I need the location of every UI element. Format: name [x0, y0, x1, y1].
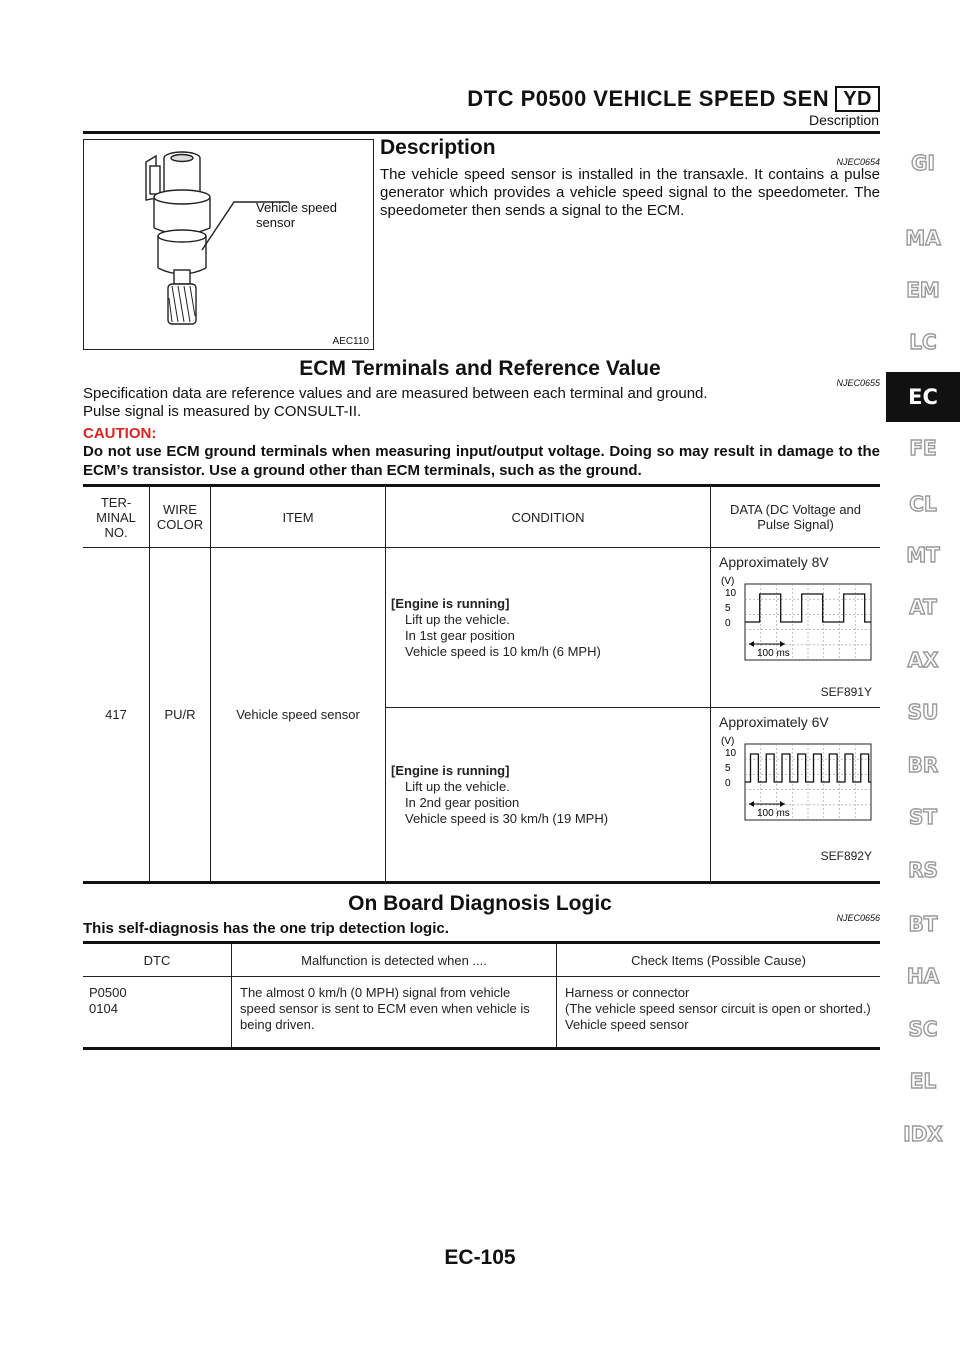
condition-cell-1: [386, 548, 711, 708]
dtc-table-header: [83, 943, 880, 977]
index-tab-bt[interactable]: BT: [908, 912, 938, 936]
index-tab-at[interactable]: AT: [909, 595, 937, 619]
check-item: Vehicle speed sensor: [565, 1017, 689, 1032]
check-item: Harness or connector: [565, 985, 690, 1000]
condition-line: Lift up the vehicle.: [405, 778, 510, 794]
condition-line: Vehicle speed is 10 km/h (6 MPH): [405, 643, 601, 659]
page-title-text: DTC P0500 VEHICLE SPEED SEN: [467, 86, 830, 111]
index-tab-su[interactable]: SU: [907, 700, 939, 724]
description-text: The vehicle speed sensor is installed in the transaxle. It contains a pulse generator which provides a vehicle speed signal to the speedometer. The speedometer then sends a signal to the ECM.: [380, 166, 880, 219]
figure-code: AEC110: [332, 336, 369, 347]
scope-code: SEF892Y: [820, 849, 872, 863]
header-rule: [83, 131, 880, 134]
scope-tick-label: 10: [725, 588, 737, 599]
condition-title: [Engine is running]: [391, 595, 510, 611]
figure-label-line1: Vehicle speed: [256, 200, 337, 215]
terminal-table-header: [83, 486, 880, 548]
scope-unit: (V): [721, 576, 735, 587]
wire-color: PU/R: [150, 548, 211, 883]
index-tab-ha[interactable]: HA: [906, 964, 940, 988]
scope-unit: (V): [721, 736, 735, 747]
scope-tick-label: 0: [725, 778, 731, 789]
item-name: Vehicle speed sensor: [211, 548, 386, 883]
index-tab-br[interactable]: BR: [907, 753, 939, 777]
scope-time-label: 100 ms: [757, 648, 790, 659]
check-items-cell: [557, 977, 881, 1049]
condition-line: Vehicle speed is 30 km/h (19 MPH): [405, 810, 609, 826]
index-tab-em[interactable]: EM: [906, 278, 940, 302]
obd-heading: On Board Diagnosis Logic: [348, 892, 612, 915]
header-terminal: TER-MINAL NO.: [83, 486, 150, 548]
index-tab-fe[interactable]: FE: [909, 436, 937, 460]
page-subtitle: Description: [808, 112, 879, 128]
table-row: [83, 977, 880, 1049]
caution-title: CAUTION:: [83, 425, 157, 442]
condition-line: In 2nd gear position: [405, 794, 520, 810]
description-ref: NJEC0654: [836, 157, 880, 167]
page-title: [0, 86, 880, 112]
scope-tick-label: 5: [725, 763, 731, 774]
data-cell-1: [711, 548, 881, 708]
sensor-illustration: [84, 140, 373, 349]
dtc-code-cell: [83, 977, 232, 1049]
obd-text: This self-diagnosis has the one trip detection logic.: [83, 920, 449, 937]
data-cell-2: [711, 708, 881, 883]
header-check-items: Check Items (Possible Cause): [631, 952, 806, 968]
scope-time-arrow: [780, 801, 785, 807]
header-malfunction: Malfunction is detected when ....: [232, 943, 557, 977]
index-tab-cl[interactable]: CL: [909, 492, 937, 516]
engine-badge: YD: [835, 86, 880, 112]
scope-time-arrow: [780, 641, 785, 647]
malfunction-text: The almost 0 km/h (0 MPH) signal from vehicle speed sensor is sent to ECM even when vehicle is being driven.: [232, 977, 557, 1049]
scope-time-arrow: [749, 801, 754, 807]
scope-tick-label: 5: [725, 603, 731, 614]
index-tab-sc[interactable]: SC: [908, 1017, 938, 1041]
scope-tick-label: 0: [725, 618, 731, 629]
header-dtc: DTC: [83, 943, 232, 977]
oscilloscope-graph: [719, 734, 879, 834]
scope-tick-label: 10: [725, 748, 737, 759]
figure-label-line2: sensor: [256, 215, 296, 230]
vehicle-speed-sensor-figure: [83, 139, 374, 350]
index-tab-gi[interactable]: GI: [911, 151, 935, 175]
index-tab-ax[interactable]: AX: [907, 648, 939, 672]
check-item: (The vehicle speed sensor circuit is open or shorted.): [565, 1001, 871, 1016]
ecm-heading: ECM Terminals and Reference Value: [299, 357, 661, 380]
dtc-table: [83, 941, 880, 1050]
header-wire: WIRE COLOR: [150, 486, 211, 548]
data-value: Approximately 8V: [719, 554, 829, 570]
scope-time-arrow: [749, 641, 754, 647]
scope-time-label: 100 ms: [757, 808, 790, 819]
header-condition: CONDITION: [386, 486, 711, 548]
index-tab-lc[interactable]: LC: [909, 330, 937, 354]
dtc-code-alt: 0104: [89, 1001, 118, 1016]
scope-code: SEF891Y: [820, 685, 872, 699]
page-number: EC-105: [444, 1246, 516, 1269]
index-tab-ec[interactable]: EC: [886, 372, 960, 422]
index-tab-st[interactable]: ST: [908, 805, 938, 829]
index-tab-mt[interactable]: MT: [906, 543, 940, 567]
condition-cell-2: [386, 708, 711, 883]
table-row: [83, 548, 880, 708]
obd-ref: NJEC0656: [836, 913, 880, 923]
caution-text: Do not use ECM ground terminals when measuring input/output voltage. Doing so may result in damage to the ECM’s transistor. Use a ground other than ECM terminals, such as the ground.: [83, 443, 880, 479]
dtc-code: P0500: [89, 985, 127, 1000]
terminal-number: 417: [83, 548, 150, 883]
header-data: DATA (DC Voltage and Pulse Signal): [729, 502, 862, 532]
index-tab-el[interactable]: EL: [909, 1069, 937, 1093]
data-value: Approximately 6V: [719, 714, 829, 730]
condition-line: Lift up the vehicle.: [405, 611, 510, 627]
index-tab-idx[interactable]: IDX: [903, 1122, 943, 1146]
index-tab-ma[interactable]: MA: [905, 226, 941, 250]
ecm-text-1: Specification data are reference values and are measured between each terminal and ground.: [83, 385, 708, 402]
condition-line: In 1st gear position: [405, 627, 515, 643]
description-heading: Description: [380, 136, 496, 159]
index-tab-rs[interactable]: RS: [908, 858, 938, 882]
terminal-table: [83, 484, 880, 884]
condition-title: [Engine is running]: [391, 762, 510, 778]
oscilloscope-graph: [719, 574, 879, 674]
ecm-ref: NJEC0655: [836, 378, 880, 388]
ecm-text-2: Pulse signal is measured by CONSULT-II.: [83, 403, 362, 420]
header-item: ITEM: [211, 486, 386, 548]
